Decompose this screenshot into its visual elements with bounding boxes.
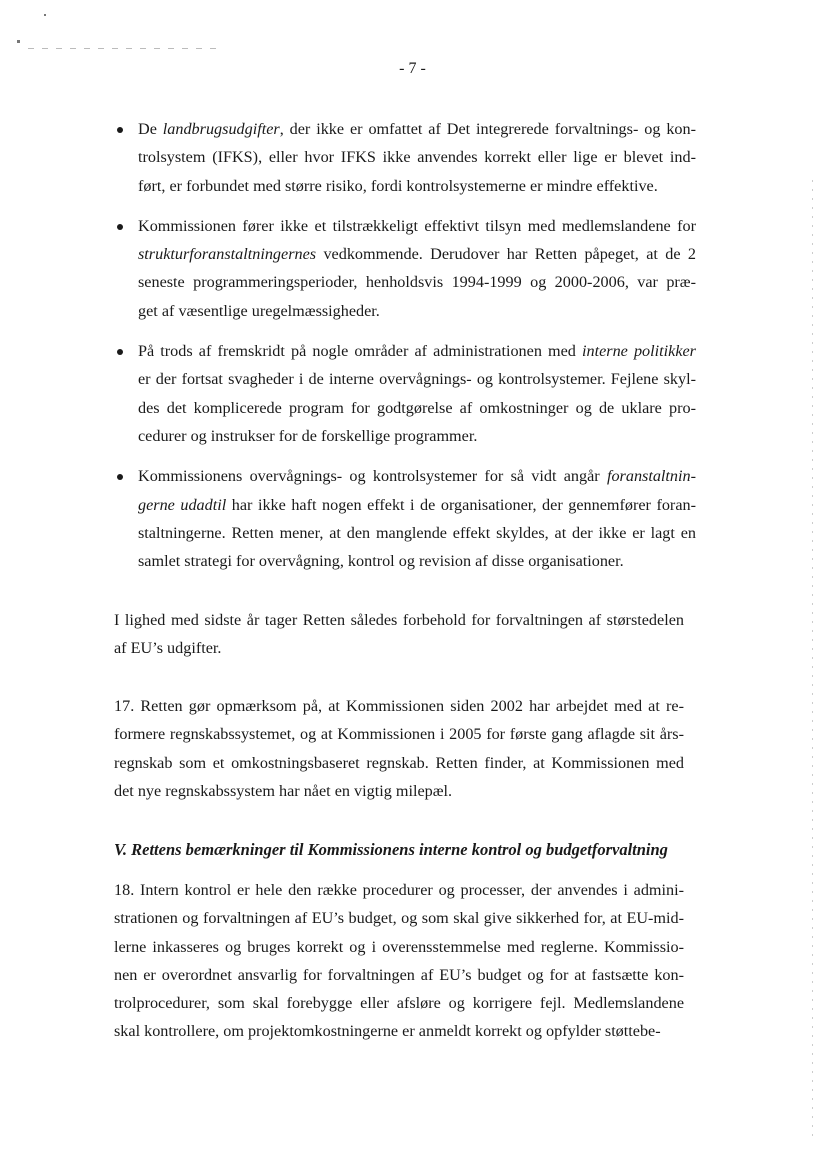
bullet-line: På trods af fremskridt på nogle områder af administrationen med interne politikker [138,342,696,361]
bullet-line: gerne udadtil har ikke haft nogen effekt i de organisationer, der gennemfører foran- [138,495,696,514]
bullet-line: des det komplicerede program for godtgørelse af omkostninger og de uklare pro- [138,398,696,417]
scan-speck [17,40,20,43]
scan-artifact-dashes [28,48,218,49]
italic-term: interne politikker [582,342,696,361]
bullet-dot [117,224,123,230]
bullet-line: Kommissionen fører ikke et tilstrækkeligt effektivt tilsyn med medlemslandene for [138,216,696,235]
bullet-dot [117,127,123,133]
bullet-line: Kommissionens overvågnings- og kontrolsystemer for så vidt angår foranstaltnin- [138,467,696,486]
paragraph-line: 17. Retten gør opmærksom på, at Kommissionen siden 2002 har arbejdet med at re- [114,697,684,715]
bullet-dot [117,349,123,355]
paragraph-line: lerne inkasseres og bruges korrekt og i overensstemmelse med reglerne. Kommissio- [114,937,684,956]
bullet-line: seneste programmeringsperioder, henholdsvis 1994-1999 og 2000-2006, var præ- [138,273,696,292]
bullet-line: De landbrugsudgifter, der ikke er omfattet af Det integrerede forvaltnings- og kon- [138,120,696,138]
bullet-item [114,462,696,575]
scan-edge-marks [812,180,813,1140]
page-number: - 7 - [399,60,426,77]
bullet-item [114,115,696,200]
paragraph-line: det nye regnskabssystem har nået en vigtig milepæl. [114,781,453,800]
bullet-line: staltningerne. Retten mener, at den manglende effekt skyldes, at der ikke er lagt en [138,523,696,542]
italic-term: foranstaltnin- [606,467,696,486]
bullet-line: samlet strategi for overvågning, kontrol og revision af disse organisationer. [138,552,624,571]
bullet-list [114,115,696,575]
italic-term: landbrugsudgifter [162,120,280,138]
summary-paragraph [114,606,684,663]
bullet-line: get af væsentlige uregelmæssigheder. [138,301,380,320]
bullet-item [114,337,696,450]
italic-term: strukturforanstaltningernes [138,245,317,264]
italic-term: gerne udadtil [138,495,227,514]
bullet-line: cedurer og instrukser for de forskellige programmer. [138,426,478,445]
section-heading: V. Rettens bemærkninger til Kommissionens interne kontrol og budgetforvaltning [114,840,668,859]
bullet-dot [117,474,123,480]
bullet-line: trolsystem (IFKS), eller hvor IFKS ikke anvendes korrekt eller lige er blevet ind- [138,148,696,167]
paragraph-17 [114,692,684,805]
paragraph-line: skal kontrollere, om projektomkostningerne er anmeldt korrekt og opfylder støttebe- [114,1022,661,1041]
paragraph-line: trolprocedurer, som skal forebygge eller afsløre og korrigere fejl. Medlemslandene [114,994,684,1013]
paragraph-line: I lighed med sidste år tager Retten således forbehold for forvaltningen af størstedelen [114,611,684,629]
bullet-item [114,212,696,325]
paragraph-line: af EU’s udgifter. [114,639,222,658]
bullet-line: strukturforanstaltningernes vedkommende. Derudover har Retten påpeget, at de 2 [138,245,696,264]
scan-speck [44,14,46,16]
paragraph-line: 18. Intern kontrol er hele den række procedurer og processer, der anvendes i admini- [114,881,684,899]
paragraph-line: strationen og forvaltningen af EU’s budget, og som skal give sikkerhed for, at EU-mid- [114,909,684,928]
paragraph-line: regnskab som et omkostningsbaseret regnskab. Retten finder, at Kommissionen med [114,753,684,772]
paragraph-line: formere regnskabssystemet, og at Kommissionen i 2005 for første gang aflagde sit års- [114,725,684,744]
paragraph-line: nen er overordnet ansvarlig for forvaltningen af EU’s budget og for at fastsætte kon- [114,965,684,984]
paragraph-18 [114,876,684,1046]
bullet-line: er der fortsat svagheder i de interne overvågnings- og kontrolsystemer. Fejlene skyl- [138,370,696,389]
bullet-line: ført, er forbundet med større risiko, fordi kontrolsystemerne er mindre effektive. [138,176,658,195]
